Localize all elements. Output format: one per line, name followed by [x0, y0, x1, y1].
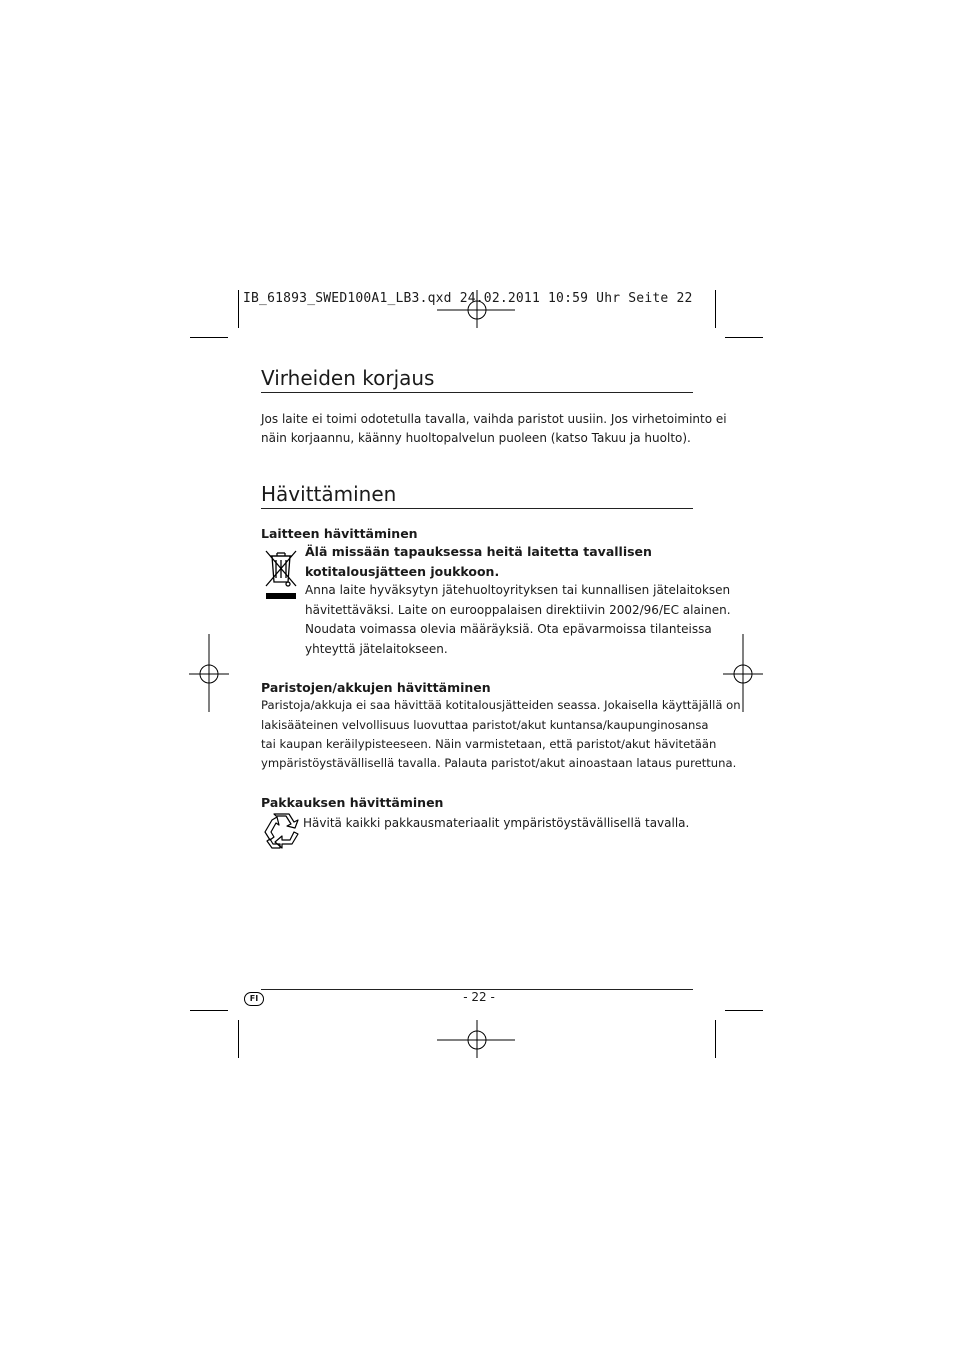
- text-line: Paristoja/akkuja ei saa hävittää kotitalousjätteiden seassa. Jokaisella käyttäjällä on: [261, 698, 741, 712]
- crop-mark: [190, 337, 228, 338]
- battery-disposal-text: [261, 698, 741, 778]
- print-slug: IB_61893_SWED100A1_LB3.qxd 24.02.2011 10:59 Uhr Seite 22: [243, 291, 693, 306]
- text-line: Noudata voimassa olevia määräyksiä. Ota epävarmoissa tilanteissa: [305, 622, 712, 636]
- section-title-troubleshooting: Virheiden korjaus: [261, 366, 435, 390]
- crop-mark: [725, 1010, 763, 1011]
- device-disposal-heading: Laitteen hävittäminen: [261, 526, 418, 541]
- device-disposal-text: [305, 583, 731, 663]
- device-warning: [305, 544, 695, 584]
- registration-mark-left: [189, 634, 231, 714]
- crop-mark: [715, 290, 716, 328]
- language-badge: FI: [244, 992, 264, 1006]
- registration-mark-bottom: [437, 1020, 517, 1060]
- warning-line: kotitalousjätteen joukkoon.: [305, 564, 500, 579]
- crop-mark: [715, 1020, 716, 1058]
- crop-mark: [238, 290, 239, 328]
- section-title-disposal: Hävittäminen: [261, 482, 397, 506]
- text-line: hävitettäväksi. Laite on eurooppalaisen direktiivin 2002/96/EC alainen.: [305, 602, 731, 617]
- text-line: Anna laite hyväksytyn jätehuoltoyrityksen tai kunnallisen jätelaitoksen: [305, 583, 731, 597]
- text-line: lakisääteinen velvollisuus luovuttaa paristot/akut kuntansa/kaupunginosansa: [261, 718, 709, 732]
- packaging-disposal-text: Hävitä kaikki pakkausmateriaalit ympäristöystävällisellä tavalla.: [303, 816, 690, 830]
- page-number: - 22 -: [463, 990, 495, 1004]
- crop-mark: [238, 1020, 239, 1058]
- warning-line: Älä missään tapauksessa heitä laitetta tavallisen: [305, 544, 652, 559]
- text-line: ympäristöystävällisellä tavalla. Palauta paristot/akut ainoastaan lataus purettuna.: [261, 756, 737, 770]
- crossed-out-wheelie-bin-icon: [262, 546, 300, 604]
- text-line: Jos laite ei toimi odotetulla tavalla, vaihda paristot uusiin. Jos virhetoiminto ei: [261, 412, 727, 426]
- text-line: näin korjaannu, käänny huoltopalvelun puoleen (katso Takuu ja huolto).: [261, 431, 691, 445]
- recycling-icon: [262, 812, 302, 850]
- title-rule: [261, 392, 693, 393]
- troubleshooting-text: [261, 410, 727, 450]
- title-rule: [261, 508, 693, 509]
- text-line: tai kaupan keräilypisteeseen. Näin varmistetaan, että paristot/akut hävitetään: [261, 737, 717, 751]
- crop-mark: [725, 337, 763, 338]
- text-line: yhteyttä jätelaitokseen.: [305, 641, 448, 656]
- packaging-disposal-heading: Pakkauksen hävittäminen: [261, 795, 444, 810]
- crop-mark: [190, 1010, 228, 1011]
- battery-disposal-heading: Paristojen/akkujen hävittäminen: [261, 680, 491, 695]
